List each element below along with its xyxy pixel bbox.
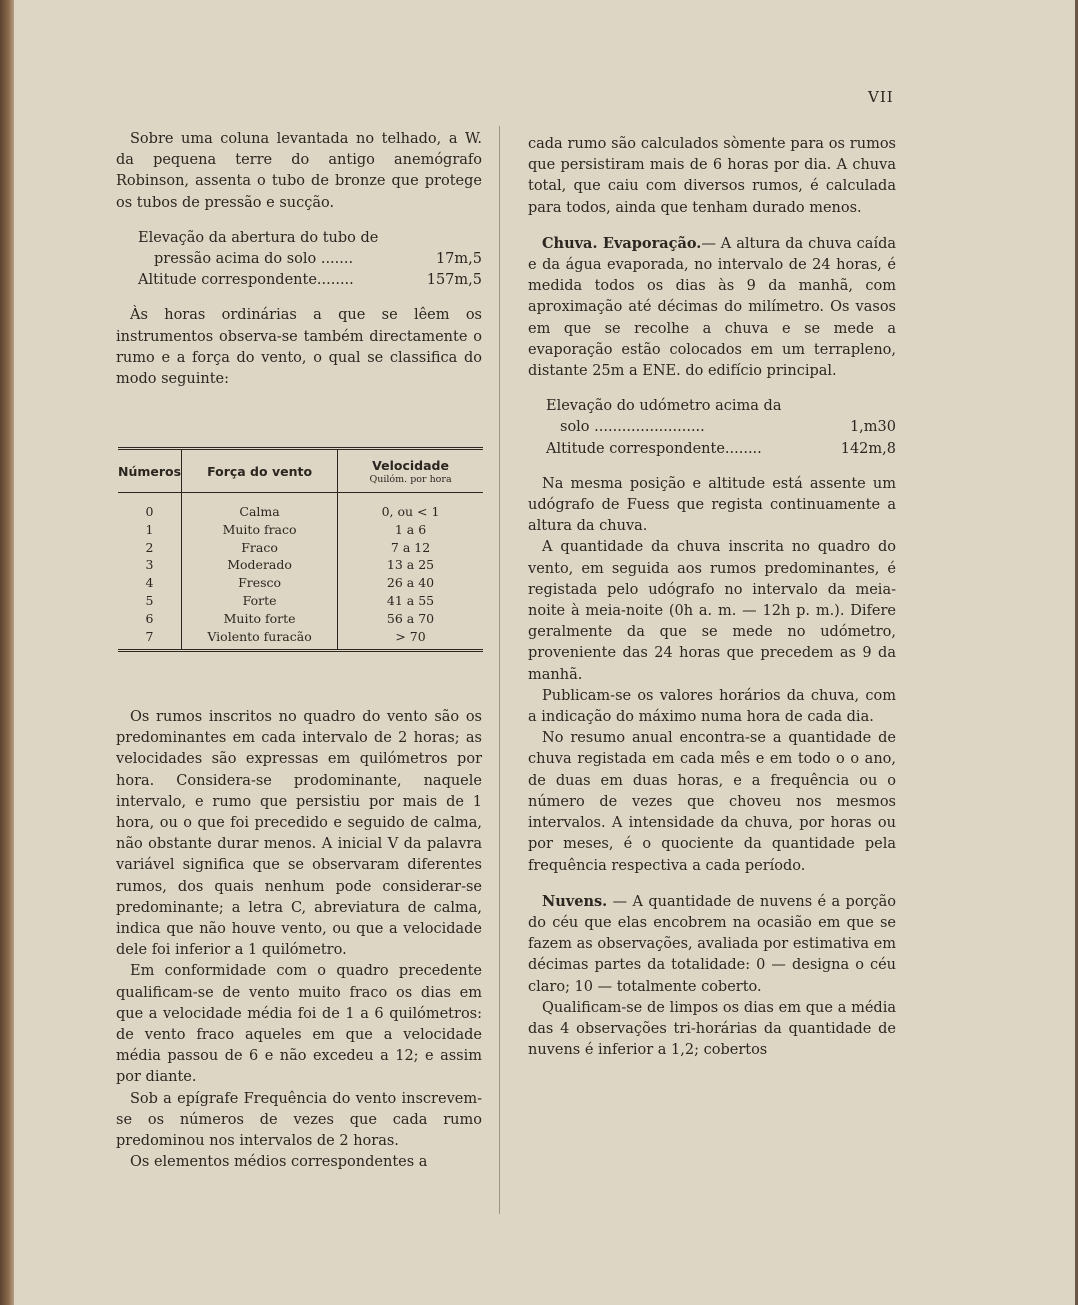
right-column	[528, 134, 896, 1061]
table-row: 0 Calma 0, ou < 1	[118, 493, 483, 521]
table-row: 7 Violento furacão > 70	[118, 628, 483, 651]
header-numeros: Números	[118, 449, 182, 493]
paragraph-nuvens: — A quantidade de nuvens é a porção do céu que elas encobrem na ocasião em que se fazem as observações, avaliada por estimativa em décimas partes da totalidade: 0 — designa o céu claro; 10 — totalmente coberto.	[528, 893, 896, 995]
wind-force-table	[118, 447, 483, 652]
paragraph-resumo-anual: No resumo anual encontra-se a quantidade de chuva registada em cada mês e em todo o o ano, de duas em duas horas, e a frequência ou o número de vezes que choveu nos mesmos intervalos. A intensidade da chuva, por horas ou por meses, é o quociente da quantidade pela frequência respectiva a cada período.	[528, 730, 896, 874]
header-velocidade: Velocidade Quilóm. por hora	[338, 449, 483, 493]
udometer-block	[528, 396, 896, 460]
column-divider	[499, 126, 500, 1214]
paragraph-rumo-calc: cada rumo são calculados sòmente para os rumos que persistiram mais de 6 horas por dia. A chuva total, que caiu com diversos rumos, é calculada para todos, ainda que tenham durado menos.	[528, 136, 896, 216]
paragraph-limpos: Qualificam-se de limpos os dias em que a média das 4 observações tri-horárias da quantidade de nuvens é inferior a 1,2; cobertos	[528, 999, 896, 1059]
paragraph-conformidade: Em conformidade com o quadro precedente qualificam-se de vento muito fraco os dias em que a velocidade média foi de 1 a 6 quilómetros: de vento fraco aqueles em que a velocidade média passou de 6 e não excedeu a 12; e assim por diante.	[116, 963, 482, 1086]
table-row: 2 Fraco 7 a 12	[118, 539, 483, 557]
udometer-label: Elevação do udómetro acima da	[546, 398, 782, 415]
section-nuvens	[528, 891, 896, 998]
table-row: 5 Forte 41 a 55	[118, 592, 483, 610]
section-chuva	[528, 233, 896, 382]
paragraph-elementos: Os elementos médios correspondentes a	[130, 1154, 428, 1171]
tube-altitude-label: Altitude correspondente........	[138, 272, 354, 289]
page-number: VII	[868, 88, 894, 106]
table-row: 1 Muito fraco 1 a 6	[118, 521, 483, 539]
paragraph-udografo: Na mesma posição e altitude está assente um udógrafo de Fuess que regista continuamente a altura da chuva.	[528, 475, 896, 535]
header-velocidade-unit: Quilóm. por hora	[369, 473, 452, 485]
table-row: 3 Moderado 13 a 25	[118, 556, 483, 574]
udometer-altitude-value: 142m,8	[840, 440, 896, 457]
heading-chuva: Chuva. Evaporação.	[542, 234, 702, 252]
paragraph-chuva: — A altura da chuva caída e da água evaporada, no intervalo de 24 horas, é medida todos os dias às 9 da manhã, com aproximação até décimas do milímetro. Os vasos em que se recolhe a chuva e se mede a evaporação estão colocados em um terrapleno, distante 25m a ENE. do edifício principal.	[528, 235, 897, 380]
paragraph-anemometer: Sobre uma coluna levantada no telhado, a W. da pequena terre do antigo anemógrafo Robinson, assenta o tubo de bronze que protege os tubos de pressão e sucção.	[116, 131, 482, 211]
tube-elevation-label: Elevação da abertura do tubo de	[138, 229, 379, 246]
heading-nuvens: Nuvens.	[542, 892, 608, 910]
udometer-label-cont: solo ........................	[560, 419, 705, 436]
paragraph-wind-observation: Às horas ordinárias a que se lêem os instrumentos observa-se também directamente o rumo e a força do vento, o qual se classifica do modo seguinte:	[116, 307, 482, 388]
paragraph-quantidade-chuva: A quantidade da chuva inscrita no quadro do vento, em seguida aos rumos predominantes, é registada pelo udógrafo no intervalo da meia-noite à meia-noite (0h a. m. — 12h p. m.). Difere geralmente da que se mede no udómetro, proveniente das 24 horas que precedem as 9 da manhã.	[528, 539, 896, 683]
paragraph-valores-horarios: Publicam-se os valores horários da chuva, com a indicação do máximo numa hora de cada dia.	[528, 687, 896, 726]
table-row: 6 Muito forte 56 a 70	[118, 610, 483, 628]
tube-elevation-value: 17m,5	[435, 251, 482, 268]
book-binding-edge	[0, 0, 14, 1305]
left-column	[116, 129, 482, 390]
tube-elevation-block	[116, 228, 482, 292]
tube-elevation-label-cont: pressão acima do solo .......	[154, 251, 354, 268]
paragraph-frequencia: Sob a epígrafe Frequência do vento inscrevem-se os números de vezes que cada rumo predominou nos intervalos de 2 horas.	[116, 1090, 482, 1150]
tube-altitude-value: 157m,5	[426, 272, 482, 289]
paragraph-rumos: Os rumos inscritos no quadro do vento são os predominantes em cada intervalo de 2 horas; as velocidades são expressas em quilómetros por hora. Considera-se prodominante, naquele intervalo, e rumo que persistiu por mais de 1 hora, ou o que foi precedido e seguido de calma, não obstante durar menos. A inicial V da palavra variável significa que se observaram diferentes rumos, dos quais nenhum pode considerar-se predominante; a letra C, abreviatura de calma, indica que não houve vento, ou que a velocidade dele foi inferior a 1 quilómetro.	[116, 709, 482, 959]
table-row: 4 Fresco 26 a 40	[118, 574, 483, 592]
left-column-lower	[116, 707, 482, 1173]
header-forca: Força do vento	[182, 449, 338, 493]
udometer-altitude-label: Altitude correspondente........	[546, 440, 762, 457]
udometer-value: 1,m30	[849, 419, 896, 436]
